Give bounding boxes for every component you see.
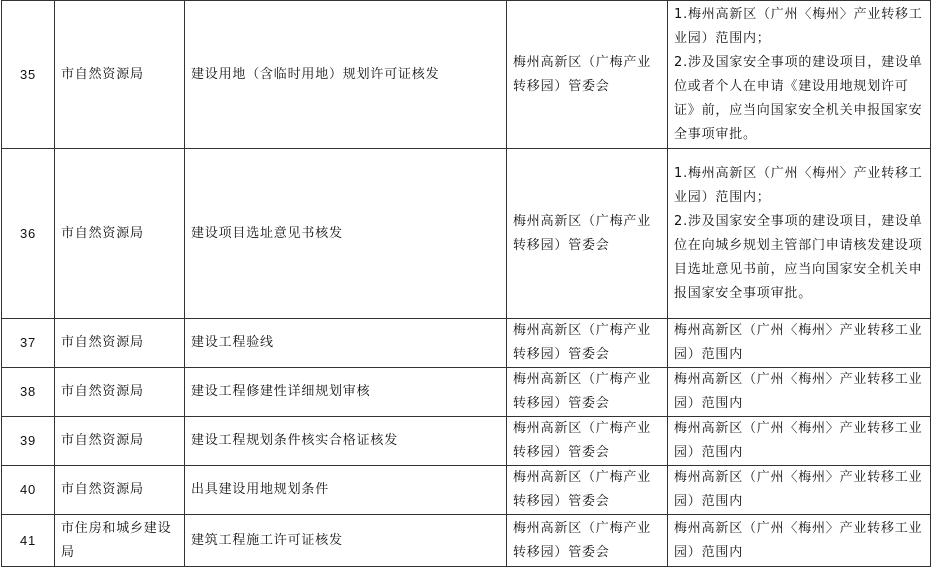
row-number: 37 bbox=[2, 319, 55, 368]
remarks-cell bbox=[668, 149, 931, 319]
item-name-cell: 建设工程修建性详细规划审核 bbox=[185, 368, 507, 417]
implementing-body-cell: 梅州高新区（广梅产业转移园）管委会 bbox=[507, 417, 668, 466]
implementing-body-cell: 梅州高新区（广梅产业转移园）管委会 bbox=[507, 149, 668, 319]
item-name-cell: 建设项目选址意见书核发 bbox=[185, 149, 507, 319]
item-name-cell: 建设用地（含临时用地）规划许可证核发 bbox=[185, 1, 507, 149]
implementing-body-cell: 梅州高新区（广梅产业转移园）管委会 bbox=[507, 515, 668, 567]
row-number: 35 bbox=[2, 1, 55, 149]
remarks-cell: 梅州高新区（广州〈梅州〉产业转移工业园）范围内 bbox=[668, 319, 931, 368]
table-row bbox=[2, 1, 931, 149]
department-cell: 市自然资源局 bbox=[55, 368, 185, 417]
implementing-body-cell: 梅州高新区（广梅产业转移园）管委会 bbox=[507, 466, 668, 515]
approval-items-table bbox=[1, 0, 931, 567]
row-number: 40 bbox=[2, 466, 55, 515]
row-number: 39 bbox=[2, 417, 55, 466]
department-cell: 市自然资源局 bbox=[55, 417, 185, 466]
remark-line: 1.梅州高新区（广州〈梅州〉产业转移工业园）范围内； bbox=[674, 6, 923, 46]
item-name-cell: 出具建设用地规划条件 bbox=[185, 466, 507, 515]
implementing-body-cell: 梅州高新区（广梅产业转移园）管委会 bbox=[507, 1, 668, 149]
department-cell: 市自然资源局 bbox=[55, 1, 185, 149]
row-number: 36 bbox=[2, 149, 55, 319]
implementing-body-cell: 梅州高新区（广梅产业转移园）管委会 bbox=[507, 368, 668, 417]
remarks-cell: 梅州高新区（广州〈梅州〉产业转移工业园）范围内 bbox=[668, 466, 931, 515]
remarks-cell: 梅州高新区（广州〈梅州〉产业转移工业园）范围内 bbox=[668, 368, 931, 417]
table-row bbox=[2, 515, 931, 567]
table-row bbox=[2, 149, 931, 319]
department-cell: 市自然资源局 bbox=[55, 149, 185, 319]
remarks-cell: 梅州高新区（广州〈梅州〉产业转移工业园）范围内 bbox=[668, 515, 931, 567]
item-name-cell: 建设工程验线 bbox=[185, 319, 507, 368]
remark-line: 2.涉及国家安全事项的建设项目，建设单位在向城乡规划主管部门申请核发建设项目选址意见书前，应当向国家安全机关申报国家安全事项审批。 bbox=[674, 213, 923, 301]
table-row bbox=[2, 368, 931, 417]
department-cell: 市自然资源局 bbox=[55, 319, 185, 368]
remark-line: 2.涉及国家安全事项的建设项目，建设单位或者个人在申请《建设用地规划许可证》前，应当向国家安全机关申报国家安全事项审批。 bbox=[674, 54, 923, 142]
remarks-cell bbox=[668, 1, 931, 149]
department-cell: 市住房和城乡建设局 bbox=[55, 515, 185, 567]
item-name-cell: 建筑工程施工许可证核发 bbox=[185, 515, 507, 567]
table-row bbox=[2, 319, 931, 368]
remarks-cell: 梅州高新区（广州〈梅州〉产业转移工业园）范围内 bbox=[668, 417, 931, 466]
item-name-cell: 建设工程规划条件核实合格证核发 bbox=[185, 417, 507, 466]
remark-line: 1.梅州高新区（广州〈梅州〉产业转移工业园）范围内； bbox=[674, 165, 923, 205]
department-cell: 市自然资源局 bbox=[55, 466, 185, 515]
row-number: 38 bbox=[2, 368, 55, 417]
implementing-body-cell: 梅州高新区（广梅产业转移园）管委会 bbox=[507, 319, 668, 368]
table-row bbox=[2, 417, 931, 466]
table-row bbox=[2, 466, 931, 515]
row-number: 41 bbox=[2, 515, 55, 567]
